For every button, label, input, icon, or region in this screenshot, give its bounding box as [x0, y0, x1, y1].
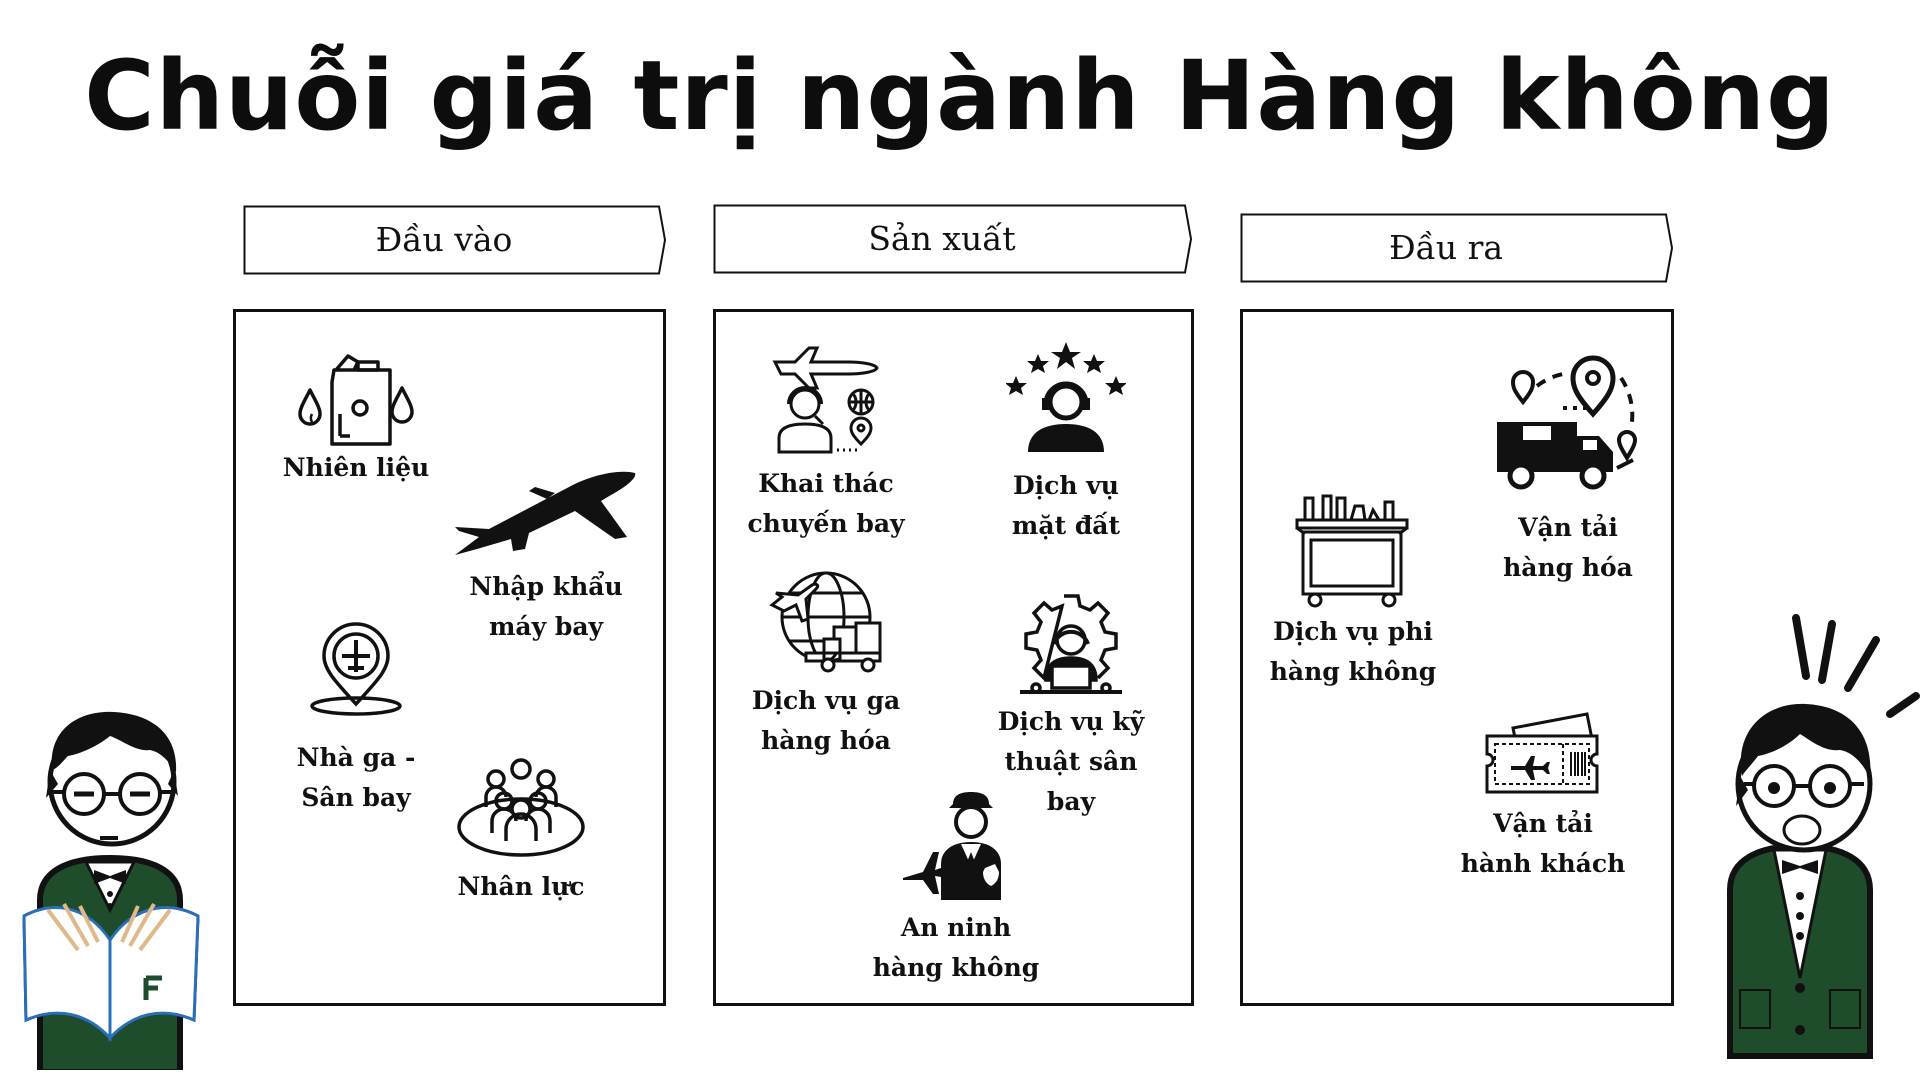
item-label: hành khách	[1460, 849, 1626, 878]
item-freight-transport	[1488, 348, 1648, 588]
stage-banner-input	[243, 205, 667, 275]
stage-heading: Đầu ra	[1388, 228, 1504, 267]
item-label: An ninh	[900, 913, 1012, 942]
flight-operator-icon	[771, 344, 881, 454]
item-aviation-security	[866, 792, 1046, 988]
item-label: Nhập khẩu	[469, 572, 623, 601]
stage-heading: Sản xuất	[868, 219, 1016, 258]
item-label: Dịch vụ phi	[1273, 617, 1433, 646]
item-label: Dịch vụ	[1013, 471, 1119, 500]
item-passenger-transport	[1458, 712, 1628, 884]
item-airport-terminal	[276, 620, 436, 818]
item-label: hàng không	[1269, 657, 1437, 686]
item-label: Nhà ga -	[296, 743, 416, 772]
item-label: Nhân lực	[457, 872, 585, 901]
item-label: thuật sân bay	[1004, 747, 1138, 816]
item-label: máy bay	[488, 612, 604, 641]
page-title: Chuỗi giá trị ngành Hàng không	[84, 40, 1836, 152]
item-non-aviation-services	[1263, 492, 1443, 692]
item-label: Dịch vụ ga	[751, 686, 901, 715]
item-ground-services	[986, 342, 1146, 546]
stage-heading: Đầu vào	[375, 220, 513, 259]
flight-ticket-icon	[1483, 712, 1603, 796]
item-fuel	[276, 352, 436, 488]
item-label: Vận tải	[1493, 809, 1593, 838]
catering-cart-icon	[1293, 492, 1413, 608]
item-label: hàng hóa	[1503, 553, 1633, 582]
stage-panel-input	[233, 309, 666, 1006]
stage-banner-production	[713, 204, 1193, 274]
mascot-reader-illustration	[18, 700, 208, 1070]
airport-technician-icon	[1016, 592, 1126, 696]
airport-pin-icon	[306, 620, 406, 716]
stage-panel-output	[1240, 309, 1674, 1006]
workforce-icon	[456, 757, 586, 857]
item-cargo-terminal	[741, 567, 911, 761]
stage-banner-output	[1240, 213, 1674, 283]
item-airport-technical	[981, 592, 1161, 822]
item-label: Dịch vụ kỹ	[997, 707, 1145, 736]
stage-panel-production	[713, 309, 1194, 1006]
fuel-can-icon	[296, 352, 416, 448]
item-workforce	[431, 757, 611, 907]
item-label: hàng hóa	[761, 726, 891, 755]
item-label: Sân bay	[301, 783, 411, 812]
item-label: Vận tải	[1518, 513, 1618, 542]
item-flight-operations	[741, 344, 911, 544]
item-label: chuyến bay	[747, 509, 905, 538]
route-delivery-truck-icon	[1493, 348, 1643, 498]
item-label: Nhiên liệu	[282, 453, 430, 482]
ground-service-stars-icon	[1006, 342, 1126, 454]
item-aircraft-import	[446, 467, 646, 647]
airplane-icon	[451, 467, 641, 557]
item-label: Khai thác	[758, 469, 894, 498]
item-label: hàng không	[872, 953, 1040, 982]
item-label: mặt đất	[1011, 511, 1121, 540]
mascot-surprised-illustration	[1714, 610, 1920, 1070]
aviation-security-icon	[901, 792, 1011, 902]
cargo-terminal-icon	[768, 567, 884, 673]
